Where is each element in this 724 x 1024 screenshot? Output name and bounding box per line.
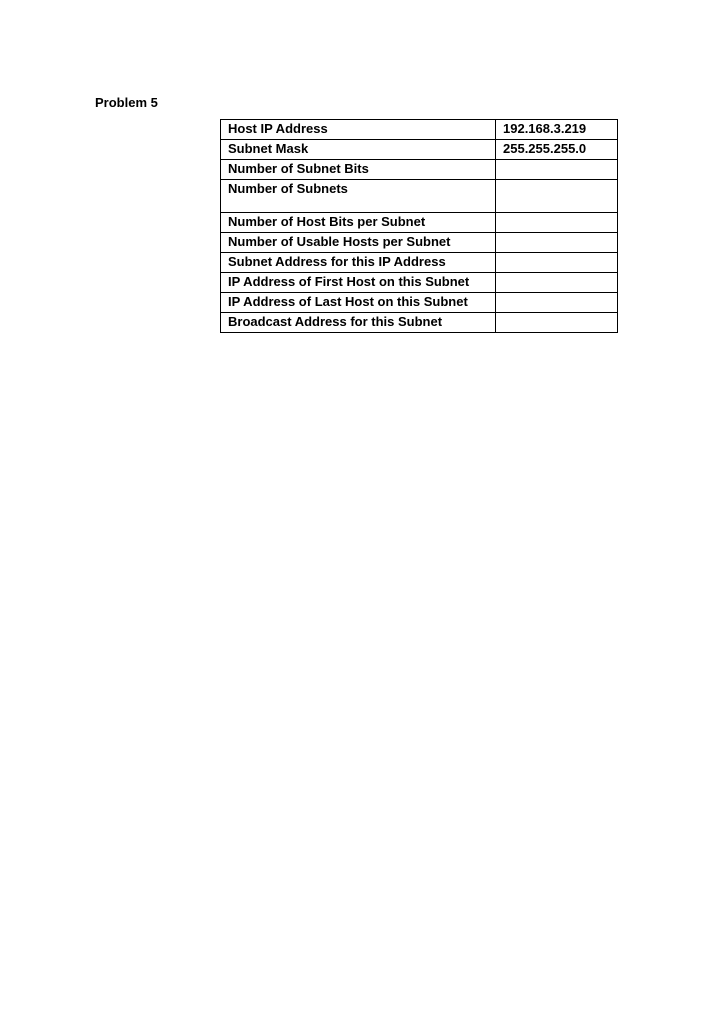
row-label: Broadcast Address for this Subnet (221, 313, 496, 333)
row-value (496, 233, 618, 253)
table-row (221, 140, 618, 160)
row-label: IP Address of Last Host on this Subnet (221, 293, 496, 313)
row-label: Number of Subnet Bits (221, 160, 496, 180)
row-value (496, 253, 618, 273)
table-row (221, 120, 618, 140)
row-label: Host IP Address (221, 120, 496, 140)
problem-heading: Problem 5 (95, 95, 158, 110)
row-value (496, 273, 618, 293)
row-label: Subnet Mask (221, 140, 496, 160)
table-row (221, 253, 618, 273)
table-row (221, 180, 618, 213)
row-label: IP Address of First Host on this Subnet (221, 273, 496, 293)
row-label: Number of Host Bits per Subnet (221, 213, 496, 233)
table-row (221, 293, 618, 313)
row-value: 192.168.3.219 (496, 120, 618, 140)
row-label: Subnet Address for this IP Address (221, 253, 496, 273)
table-row (221, 160, 618, 180)
row-value: 255.255.255.0 (496, 140, 618, 160)
row-label: Number of Subnets (221, 180, 496, 213)
row-value (496, 160, 618, 180)
row-value (496, 180, 618, 213)
row-value (496, 313, 618, 333)
subnetting-worksheet-table (220, 119, 618, 333)
table-row (221, 233, 618, 253)
row-label: Number of Usable Hosts per Subnet (221, 233, 496, 253)
table-row (221, 273, 618, 293)
table-row (221, 213, 618, 233)
row-value (496, 293, 618, 313)
table-row (221, 313, 618, 333)
row-value (496, 213, 618, 233)
